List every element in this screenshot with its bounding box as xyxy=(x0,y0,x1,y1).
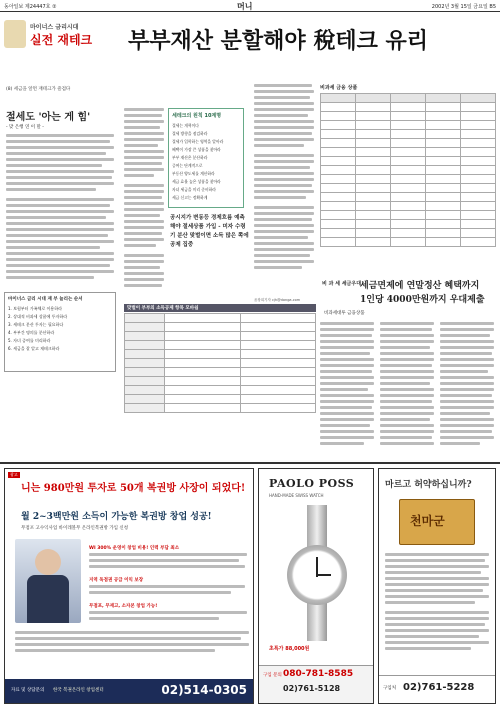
health-product-box xyxy=(399,499,475,545)
ad-contact-label: 자료 및 상담문의 xyxy=(11,688,45,693)
ad-contact-bar xyxy=(5,679,253,703)
ad-point-body xyxy=(89,553,249,571)
ad-tag: 광고 xyxy=(10,472,18,477)
info-box-item: 증여는 단계적으로 xyxy=(172,163,203,168)
right-headline-1: 세금면제에 연말정산 혜택까지 xyxy=(360,281,480,291)
info-box-item: 절세 방향을 점검하라 xyxy=(172,131,208,136)
ad-headline-1: 니는 980만원 투자로 50개 복권방 사장이 되었다! xyxy=(21,483,246,494)
ad-divider xyxy=(0,462,500,464)
right-headline-tag: 비 과 세 세금우대 xyxy=(322,281,362,287)
left-list-item: 2. 상대적 비과세 상품에 투자하라 xyxy=(8,314,68,319)
ad-watch xyxy=(258,468,374,704)
info-box-item: 혜택이 가장 큰 상품을 찾아라 xyxy=(172,147,221,152)
intro-caption: (8) 세금을 알면 재테크가 즐겁다 xyxy=(6,87,71,92)
left-title: 절세도 '아는 게 힘' xyxy=(6,112,91,123)
watch-brand: PAOLO POSS xyxy=(269,477,355,490)
section-title: 머니 xyxy=(237,2,253,11)
ad-point: 지역 독점권 공급 이익 보장 xyxy=(89,578,144,583)
main-headline: 부부재산 분할해야 稅테크 유리 xyxy=(128,28,429,54)
issue-info: 동아일보 제24447호 ② xyxy=(4,4,57,10)
health-body xyxy=(385,553,491,663)
ad-company: 한국 복권온라인 창업센터 xyxy=(53,688,104,693)
left-list-title: 마이너스 금리 시대 재 부 늘리는 순서 xyxy=(8,297,83,302)
info-box-item: 부부 재산은 분산하라 xyxy=(172,155,208,160)
ad-phone: 02)514-0305 xyxy=(161,683,247,697)
health-order-bar xyxy=(379,675,495,703)
info-box-title: 세테크의 원칙 10계명 xyxy=(172,113,222,119)
product-table xyxy=(320,93,496,247)
deduction-table xyxy=(124,313,316,413)
ad-headline-2: 월 2~3백만원 소득이 가능한 복권방 창업 성공! xyxy=(21,512,212,522)
ad-lower-text xyxy=(15,631,251,671)
right-body-text xyxy=(320,322,496,456)
logo-main: 실전 재테크 xyxy=(30,33,93,47)
info-box-item: 자녀 세금을 미리 준비하라 xyxy=(172,187,216,192)
health-headline: 마르고 허약하십니까? xyxy=(385,480,472,490)
ad-person-photo xyxy=(15,539,81,623)
watch-phone-2: 02)761-5128 xyxy=(283,684,341,693)
ad-franchise xyxy=(4,468,254,704)
center-body-text xyxy=(124,108,164,298)
right-table-title: 비과세 금융 상품 xyxy=(320,85,358,91)
ad-sub: 무점포 고수익사업 바이레볼무 온라인복권방 가입 신청 xyxy=(21,526,129,531)
left-subtitle: - 맞 은행 연 이 말 - xyxy=(6,125,44,130)
right-sub-label: 비과세대투 금융상품 xyxy=(324,311,365,316)
ad-point-body xyxy=(89,585,249,599)
pull-quote xyxy=(170,214,250,282)
left-list-item: 5. 자녀 증여를 미리하라 xyxy=(8,338,51,343)
info-box-item: 세금 신고는 정확하게 xyxy=(172,195,208,200)
watch-order-bar xyxy=(259,665,373,703)
watch-image xyxy=(281,505,353,641)
right-table xyxy=(320,84,496,274)
ad-health xyxy=(378,468,496,704)
info-box-item: 부동산 양도세를 계산하라 xyxy=(172,171,215,176)
page-header xyxy=(0,0,500,12)
info-box-item: 세금 효율 높은 상품을 찾아라 xyxy=(172,179,221,184)
info-box xyxy=(168,108,244,208)
right-headline-2: 1인당 4000만원까지 우대제출 xyxy=(360,295,485,305)
watch-phone-1: 080-781-8585 xyxy=(283,669,354,679)
logo-top: 마이너스 금리시대 xyxy=(30,24,79,31)
health-order-label: 구입처 xyxy=(383,686,397,691)
health-phone: 02)761-5228 xyxy=(403,682,475,693)
watch-order-label: 구입 문의 xyxy=(263,673,282,678)
pull-quote-text: 공시지가 변동등 경제흐름 예측해야 절세상품 가입 - 미자 수령기 분산 맞벌이면 소득 많은 쪽에 공제 집중 xyxy=(170,215,249,248)
byline: 윤창희기자 cjh@donga.com xyxy=(254,298,301,302)
ad-point: WI 300% 운영이 창업 비용! 인력 부담 최소 xyxy=(89,546,180,551)
logo-graphic xyxy=(4,20,26,48)
column-logo xyxy=(4,18,112,72)
watch-tagline: HAND-MADE SWISS WATCH xyxy=(269,493,324,498)
left-list-item: 6. 세금을 잘 알고 재테크하라 xyxy=(8,346,60,351)
info-box-item: 절세는 개혁이다 xyxy=(172,123,199,128)
watch-price: 초특가 88,000원 xyxy=(269,646,310,652)
ad-point-body xyxy=(89,611,249,625)
info-box-item: 절세가 입학하는 영역을 알아라 xyxy=(172,139,224,144)
left-list-item: 3. 세테크 분산 투자는 필요하다 xyxy=(8,322,64,327)
health-product-name: 천마군 xyxy=(410,514,445,528)
ad-point: 무점포, 무재고, 소자본 창업 가능! xyxy=(89,604,158,609)
mid-body-text xyxy=(254,84,314,294)
date-page: 2002년 3월 15일 금요일 B5 xyxy=(431,4,496,10)
deduction-table-wrap xyxy=(124,304,316,434)
left-list-item: 4. 부부간 명의를 분산하라 xyxy=(8,330,55,335)
left-body-text xyxy=(6,134,116,284)
deduction-table-title: 맞벌이 부부의 소득공제 항목 모바쉽 xyxy=(124,304,316,312)
left-list-item: 1. 보험부터 가족체로 이용하라 xyxy=(8,306,62,311)
left-list-box xyxy=(4,292,116,372)
